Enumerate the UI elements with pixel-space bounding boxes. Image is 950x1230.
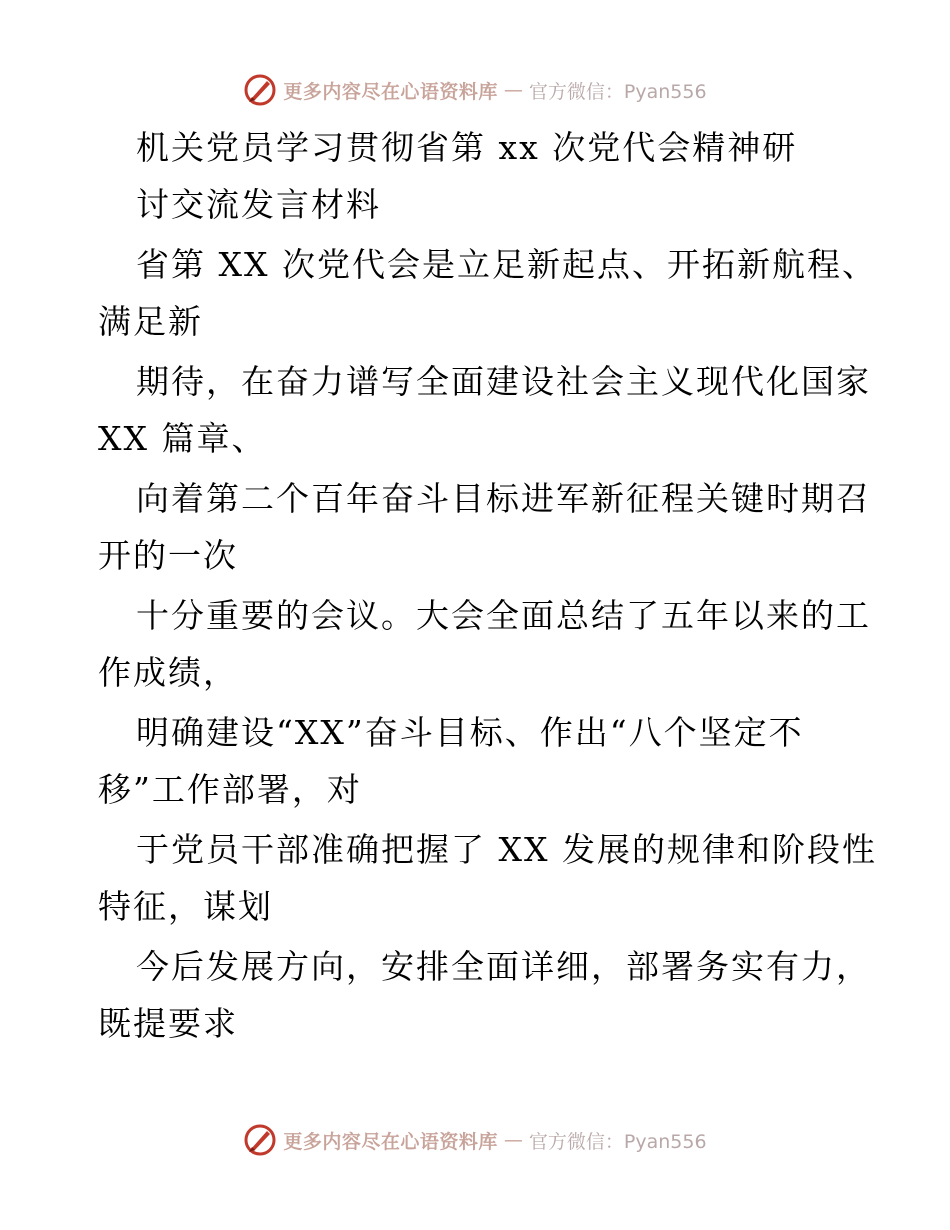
pen-logo-icon: [243, 73, 277, 107]
document-title-line-2: 讨交流发言材料: [136, 185, 381, 224]
banner-dash: —: [503, 1129, 523, 1151]
header-watermark-banner: [0, 70, 950, 110]
paragraph-line: 移”工作部署，对: [98, 770, 362, 809]
banner-text: 更多内容尽在心语资料库: [283, 80, 498, 103]
footer-watermark-banner: [0, 1120, 950, 1160]
paragraph-line: 于党员干部准确把握了 XX 发展的规律和阶段性: [136, 830, 877, 869]
paragraph-line: XX 篇章、: [98, 419, 267, 458]
banner-dash: —: [503, 79, 523, 101]
banner-text: 更多内容尽在心语资料库: [283, 1130, 498, 1153]
paragraph-line: 开的一次: [98, 536, 238, 575]
paragraph-line: 省第 XX 次党代会是立足新起点、开拓新航程、: [136, 245, 877, 284]
paragraph-line: 十分重要的会议。大会全面总结了五年以来的工: [136, 596, 871, 635]
paragraph-line: 既提要求: [98, 1004, 238, 1043]
document-title-line-1: 机关党员学习贯彻省第 xx 次党代会精神研: [136, 128, 798, 167]
paragraph-line: 明确建设“XX”奋斗目标、作出“八个坚定不: [136, 713, 804, 752]
paragraph-line: 作成绩，: [98, 653, 238, 692]
pen-logo-icon: [243, 1123, 277, 1157]
banner-wechat: 官方微信：Pyan556: [528, 1130, 707, 1153]
paragraph-line: 特征，谋划: [98, 887, 273, 926]
paragraph-line: 满足新: [98, 302, 203, 341]
banner-wechat: 官方微信：Pyan556: [528, 80, 707, 103]
paragraph-line: 期待，在奋力谱写全面建设社会主义现代化国家: [136, 362, 871, 401]
paragraph-line: 今后发展方向，安排全面详细，部署务实有力，: [136, 947, 871, 986]
paragraph-line: 向着第二个百年奋斗目标进军新征程关键时期召: [136, 479, 871, 518]
